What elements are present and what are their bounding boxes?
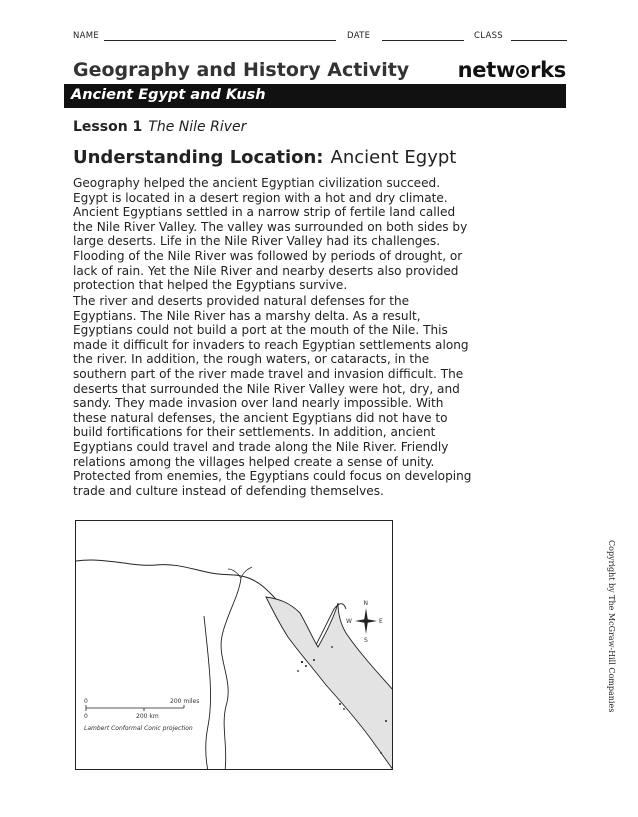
unit-banner-title: Ancient Egypt and Kush — [71, 87, 266, 103]
nile-river — [221, 578, 241, 770]
scale-bar — [84, 698, 199, 732]
map-projection-label: Lambert Conformal Conic projection — [84, 725, 193, 732]
paragraph-2: The river and deserts provided natural defenses for the Egyptians. The Nile River has a marshy delta. As a result, Egyptians could not build a port at the mouth of the Nile. This made it difficult for invaders to reach Egyptian settlements along the river. In addition, the rough waters, or cataracts, in the southern part of the river made travel and invasion difficult. The deserts that surrounded the Nile River Valley were hot, dry, and sandy. They made invasion over land nearly impossible. With these natural defenses, the ancient Egyptians did not have to build fortifications for their settlements. In addition, ancient Egyptians could travel and trade along the Nile River. Friendly relations among the villages helped create a sense of unity. Protected from enemies, the Egyptians could focus on developing trade and culture instead of defending themselves. — [73, 294, 472, 498]
scale-km-max: 200 km — [136, 713, 159, 720]
western-border — [204, 616, 211, 770]
lesson-line — [73, 119, 246, 135]
section-heading — [73, 147, 456, 168]
lesson-name: The Nile River — [148, 119, 247, 135]
compass-west: W — [346, 618, 352, 625]
date-field[interactable] — [382, 40, 464, 41]
red-sea — [266, 597, 393, 770]
compass-north: N — [363, 600, 368, 607]
section-heading-topic: Ancient Egypt — [330, 147, 457, 168]
scale-miles-max: 200 miles — [170, 698, 200, 705]
scale-miles-zero: 0 — [84, 698, 88, 705]
name-label: NAME — [73, 31, 100, 41]
mediterranean-coastline — [76, 560, 274, 597]
unit-banner — [64, 84, 566, 108]
logo-text-start: netw — [457, 58, 516, 82]
class-label: CLASS — [474, 31, 503, 41]
date-label: DATE — [347, 31, 371, 41]
compass-rose — [346, 600, 383, 644]
map-graphic — [76, 521, 393, 770]
logo-circle-icon — [516, 65, 529, 78]
name-field[interactable] — [104, 40, 336, 41]
lesson-number: Lesson 1 — [73, 119, 143, 135]
networks-logo — [458, 58, 566, 82]
compass-east: E — [379, 618, 383, 625]
egypt-map — [75, 520, 393, 770]
class-field[interactable] — [511, 40, 567, 41]
scale-km-zero: 0 — [84, 713, 88, 720]
paragraph-1: Geography helped the ancient Egyptian civilization succeed. Egypt is located in a desert region with a hot and dry climate. Ancient Egyptians settled in a narrow strip of fertile land called the Nile River Valley. The valley was surrounded on both sides by large deserts. Life in the Nile River Valley had its challenges. Flooding of the Nile River was followed by periods of drought, or lack of rain. Yet the Nile River and nearby deserts also provided protection that helped the Egyptians survive. — [73, 176, 468, 293]
compass-south: S — [364, 637, 368, 644]
logo-text-end: rks — [530, 58, 566, 82]
activity-title: Geography and History Activity — [73, 59, 410, 81]
section-heading-bold: Understanding Location: — [73, 147, 324, 168]
copyright-notice: Copyright by The McGraw-Hill Companies — [607, 540, 616, 713]
